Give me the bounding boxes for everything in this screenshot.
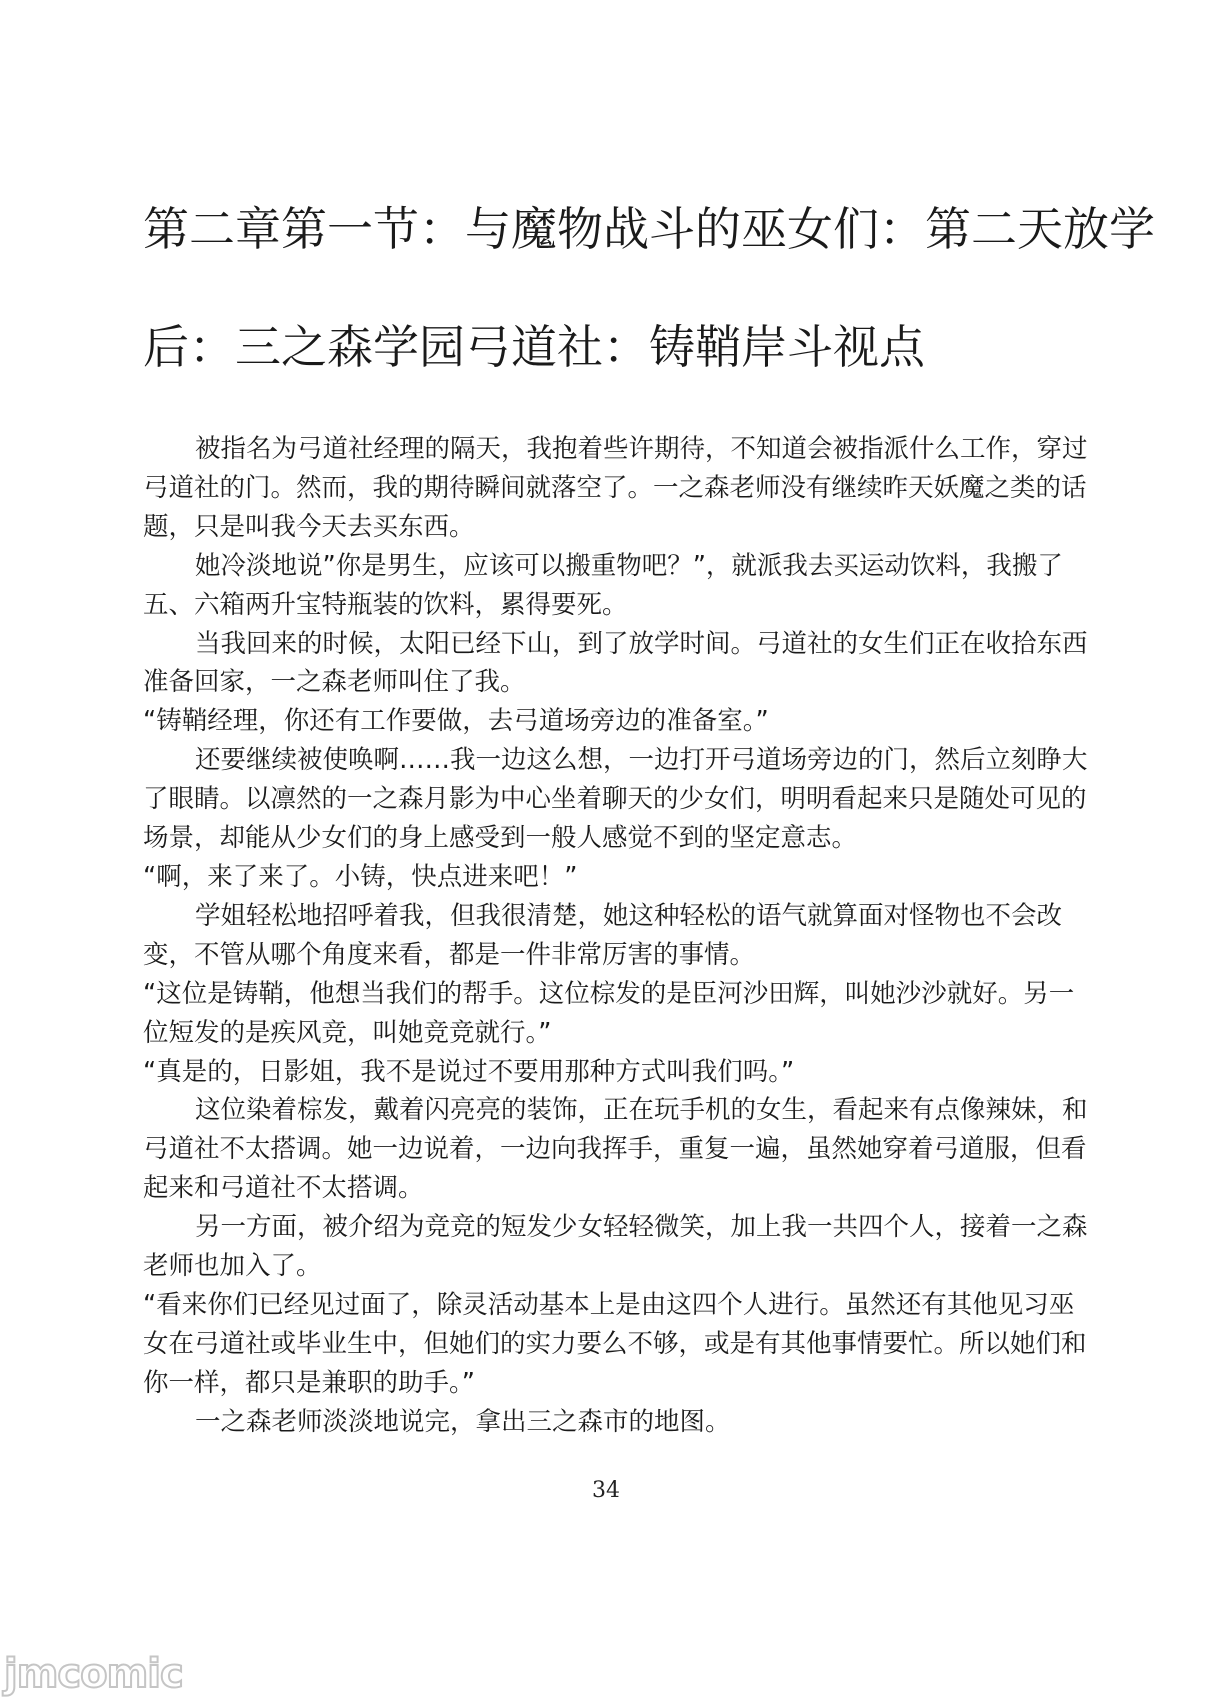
chapter-title	[143, 170, 1155, 406]
page-number: 34	[592, 1478, 620, 1503]
paragraph-3: 当我回来的时候，太阳已经下山，到了放学时间。弓道社的女生们正在收拾东西准备回家，一之森老师叫住了我。	[143, 628, 1088, 698]
paragraph-4: “铸鞘经理，你还有工作要做，去弓道场旁边的准备室。”	[143, 706, 769, 737]
body-text	[143, 430, 1093, 1442]
paragraph-1: 被指名为弓道社经理的隔天，我抱着些许期待，不知道会被指派什么工作，穿过弓道社的门。然而，我的期待瞬间就落空了。一之森老师没有继续昨天妖魔之类的话题，只是叫我今天去买东西。	[143, 434, 1088, 542]
paragraph-2: 她冷淡地说”你是男生，应该可以搬重物吧？”，就派我去买运动饮料，我搬了五、六箱两升宝特瓶装的饮料，累得要死。	[143, 550, 1063, 620]
paragraph-8: “这位是铸鞘，他想当我们的帮手。这位棕发的是臣河沙田辉，叫她沙沙就好。另一位短发的是疾风竞，叫她竞竞就行。”	[143, 978, 1075, 1048]
paragraph-11: 另一方面，被介绍为竞竞的短发少女轻轻微笑，加上我一共四个人，接着一之森老师也加入了。	[143, 1212, 1088, 1282]
chapter-title-line-1: 第二章第一节：与魔物战斗的巫女们：第二天放学	[143, 202, 1155, 256]
paragraph-7: 学姐轻松地招呼着我，但我很清楚，她这种轻松的语气就算面对怪物也不会改变，不管从哪个角度来看，都是一件非常厉害的事情。	[143, 900, 1063, 970]
paragraph-12: “看来你们已经见过面了，除灵活动基本上是由这四个人进行。虽然还有其他见习巫女在弓道社或毕业生中，但她们的实力要么不够，或是有其他事情要忙。所以她们和你一样，都只是兼职的助手。”	[143, 1289, 1087, 1398]
paragraph-13: 一之森老师淡淡地说完，拿出三之森市的地图。	[195, 1406, 731, 1437]
paragraph-6: “啊，来了来了。小铸，快点进来吧！”	[143, 861, 578, 892]
chapter-title-line-2: 后：三之森学园弓道社：铸鞘岸斗视点	[143, 320, 925, 374]
watermark-logo: jmcomic	[4, 1651, 183, 1697]
paragraph-10: 这位染着棕发，戴着闪亮亮的装饰，正在玩手机的女生，看起来有点像辣妹，和弓道社不太搭调。她一边说着，一边向我挥手，重复一遍，虽然她穿着弓道服，但看起来和弓道社不太搭调。	[143, 1095, 1088, 1204]
paragraph-5: 还要继续被使唤啊……我一边这么想，一边打开弓道场旁边的门，然后立刻睁大了眼睛。以凛然的一之森月影为中心坐着聊天的少女们，明明看起来只是随处可见的场景，却能从少女们的身上感受到一般人感觉不到的坚定意志。	[143, 745, 1088, 854]
paragraph-9: “真是的，日影姐，我不是说过不要用那种方式叫我们吗。”	[143, 1056, 795, 1087]
